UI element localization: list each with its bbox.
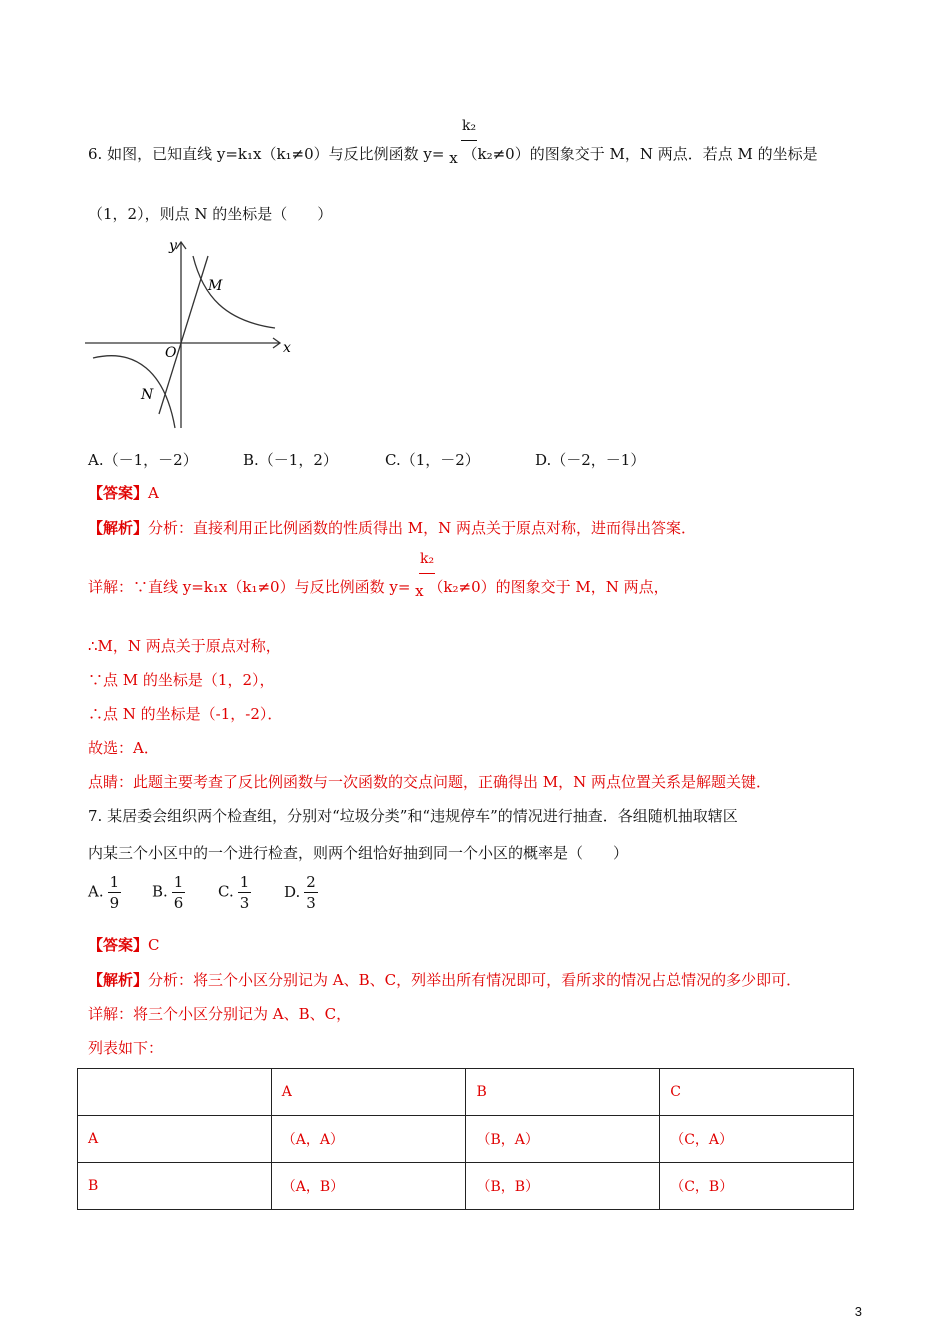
q6-analysis-text: 分析：直接利用正比例函数的性质得出 M，N 两点关于原点对称，进而得出答案． <box>148 519 697 537</box>
q7-option-b-label: B. <box>152 882 168 901</box>
q6-answer <box>88 483 159 503</box>
table-cell: （C，A） <box>660 1116 854 1163</box>
q7-option-a-den: 9 <box>109 894 120 912</box>
q7-analysis-tag: 【解析】 <box>88 971 149 989</box>
q6-line1-pre: 6. 如图，已知直线 y=k₁x（k₁≠0）与反比例函数 y= <box>88 145 445 163</box>
q7-line2: 内某三个小区中的一个进行检查，则两个组恰好抽到同一个小区的概率是（ ） <box>88 844 629 862</box>
table-row <box>78 1163 854 1210</box>
table-cell: A <box>271 1069 466 1116</box>
table-cell: B <box>78 1163 272 1210</box>
x-axis-label: x <box>283 340 291 356</box>
table-cell: （C，B） <box>660 1163 854 1210</box>
q6-detail-post: （k₂≠0）的图象交于 M，N 两点， <box>428 578 669 596</box>
q7-option-c <box>218 872 284 913</box>
q7-detail: 详解：将三个小区分别记为 A、B、C， <box>88 1005 352 1023</box>
table-cell: B <box>466 1069 660 1116</box>
q6-answer-tag: 【答案】 <box>88 484 149 502</box>
table-cell: （B，B） <box>466 1163 660 1210</box>
q7-outcome-table <box>77 1068 854 1210</box>
q7-answer-value: C <box>148 936 160 954</box>
q7-option-d-fraction <box>304 872 318 913</box>
table-cell: C <box>660 1069 854 1116</box>
q7-option-a-label: A. <box>88 882 104 901</box>
q7-answer-tag: 【答案】 <box>88 936 149 954</box>
q6-detail-fraction-numerator: k₂ <box>420 551 435 567</box>
q6-comment: 点睛：此题主要考查了反比例函数与一次函数的交点问题，正确得出 M，N 两点位置关系是解题关键． <box>88 773 772 791</box>
q7-option-b <box>152 872 218 913</box>
point-m-label: M <box>208 278 223 294</box>
q6-line1-post: （k₂≠0）的图象交于 M，N 两点．若点 M 的坐标是 <box>462 145 818 163</box>
point-n-label: N <box>141 387 154 403</box>
table-cell: （A，A） <box>271 1116 466 1163</box>
q7-option-b-fraction <box>172 872 186 913</box>
q7-option-d <box>284 873 322 912</box>
q7-analysis <box>88 970 801 990</box>
q6-answer-value: A <box>148 484 159 502</box>
q7-analysis-text: 分析：将三个小区分别记为 A、B、C，列举出所有情况即可，看所求的情况占总情况的多少即可． <box>148 971 802 989</box>
table-row <box>78 1069 854 1116</box>
q6-option-b: B.（－1，2） <box>243 451 338 469</box>
q6-choose: 故选：A． <box>88 739 159 757</box>
q7-option-a-num: 1 <box>109 873 120 891</box>
q6-fraction-numerator: k₂ <box>462 118 477 134</box>
q7-option-d-num: 2 <box>306 873 316 891</box>
table-cell: （A，B） <box>271 1163 466 1210</box>
table-cell: （B，A） <box>466 1116 660 1163</box>
q6-line2: （1，2），则点 N 的坐标是（ ） <box>88 205 333 223</box>
q7-option-b-num: 1 <box>173 873 184 891</box>
q7-answer <box>88 935 160 955</box>
q7-option-a-fraction <box>108 872 122 913</box>
q6-option-a: A.（－1，－2） <box>88 451 198 469</box>
q6-option-d: D.（－2，－1） <box>535 451 646 469</box>
q7-option-d-label: D. <box>284 882 301 901</box>
q6-graph <box>85 236 300 436</box>
q7-table-intro: 列表如下： <box>88 1039 164 1057</box>
q6-detail-fraction-bar <box>419 573 435 574</box>
q6-step1: ∴M，N 两点关于原点对称， <box>88 637 281 655</box>
q6-options <box>88 450 645 470</box>
q6-detail <box>88 577 669 600</box>
q6-analysis-tag: 【解析】 <box>88 519 149 537</box>
q7-option-c-den: 3 <box>239 894 250 912</box>
q7-options <box>88 872 322 913</box>
y-axis-label: y <box>169 238 177 254</box>
origin-label: O <box>165 345 177 361</box>
q7-option-a <box>88 872 152 913</box>
page-number: 3 <box>854 1304 862 1319</box>
table-cell: A <box>78 1116 272 1163</box>
q6-fraction-denominator: x <box>449 149 458 167</box>
q6-detail-pre: 详解：∵直线 y=k₁x（k₁≠0）与反比例函数 y= <box>88 578 411 596</box>
q7-option-c-label: C. <box>218 882 234 901</box>
q7-option-c-fraction <box>238 872 252 913</box>
q6-step3: ∴点 N 的坐标是（-1，-2）． <box>88 705 283 723</box>
q6-line1 <box>88 144 818 167</box>
q7-option-c-num: 1 <box>239 873 250 891</box>
q6-analysis <box>88 518 696 538</box>
hyperbola-branch-3 <box>93 356 175 428</box>
q6-option-c: C.（1，－2） <box>385 451 480 469</box>
q6-step2: ∵点 M 的坐标是（1，2）， <box>88 671 275 689</box>
q6-fraction-bar <box>461 140 477 141</box>
table-cell <box>78 1069 272 1116</box>
q7-line1: 7. 某居委会组织两个检查组，分别对“垃圾分类”和“违规停车”的情况进行抽查．各组随机抽取辖区 <box>88 807 738 825</box>
q7-option-b-den: 6 <box>173 894 184 912</box>
q7-option-d-den: 3 <box>306 894 316 912</box>
q6-detail-fraction-denominator: x <box>415 582 424 600</box>
table-row <box>78 1116 854 1163</box>
